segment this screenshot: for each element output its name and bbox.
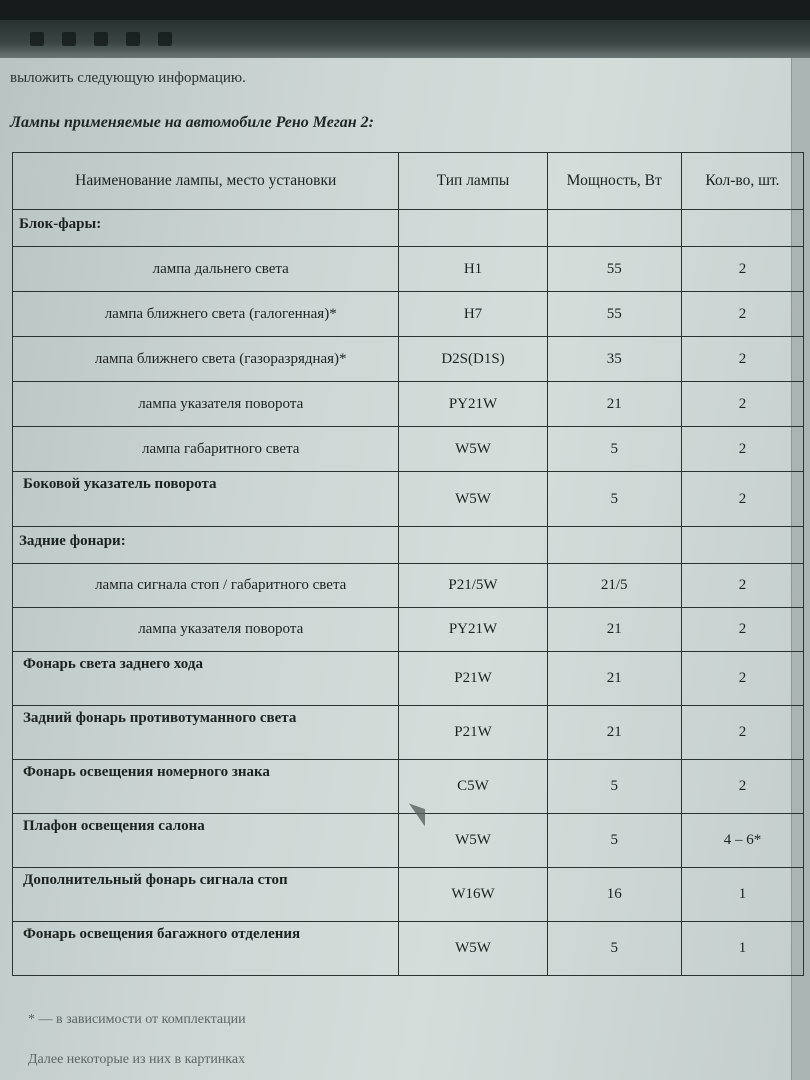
lamp-name: Дополнительный фонарь сигнала стоп [13,868,399,922]
lamp-name: лампа дальнего света [13,247,399,292]
lamp-qty: 4 – 6* [681,814,803,868]
header-name: Наименование лампы, место установки [13,153,399,210]
lamp-qty: 2 [681,292,803,337]
lamp-power: 5 [547,922,681,976]
editor-toolbar [0,20,810,58]
lamp-qty: 2 [681,652,803,706]
table-row [13,652,804,706]
table-row [13,922,804,976]
lamp-qty: 2 [681,760,803,814]
lamp-type: W5W [399,427,547,472]
table-row [13,292,804,337]
group-title-row [13,210,804,247]
lamp-qty: 2 [681,472,803,527]
lamp-type: C5W [399,760,547,814]
lamp-power: 55 [547,292,681,337]
lamp-type: PY21W [399,608,547,652]
image-icon [62,32,76,46]
lamp-qty: 2 [681,564,803,608]
toolbar-button-1[interactable] [30,32,44,46]
toolbar-button-3[interactable] [94,32,108,46]
lamp-power: 5 [547,472,681,527]
table-row [13,706,804,760]
lamp-power: 21 [547,706,681,760]
table-row [13,472,804,527]
table-row [13,814,804,868]
lamp-name: лампа указателя поворота [13,608,399,652]
after-text: Далее некоторые из них в картинках [28,1052,246,1067]
lamp-qty: 2 [681,427,803,472]
lamp-type: P21W [399,706,547,760]
lamp-qty: 2 [681,382,803,427]
lamp-qty: 2 [681,608,803,652]
lamp-name: Боковой указатель поворота [13,472,399,527]
group-title-row [13,527,804,564]
lamp-type: W5W [399,814,547,868]
lamp-qty: 1 [681,922,803,976]
lamp-name: Плафон освещения салона [13,814,399,868]
lamp-type: P21/5W [399,564,547,608]
lamp-power: 21 [547,382,681,427]
page-heading: Лампы применяемые на автомобиле Рено Меган 2: [10,114,374,131]
lamp-name: лампа ближнего света (газоразрядная)* [13,337,399,382]
lamps-table [12,152,804,976]
empty-cell [399,527,547,564]
empty-cell [547,527,681,564]
lamp-name: Фонарь освещения багажного отделения [13,922,399,976]
lamp-name: лампа указателя поворота [13,382,399,427]
table-row [13,382,804,427]
table-row [13,868,804,922]
lamp-power: 21/5 [547,564,681,608]
empty-cell [399,210,547,247]
link-icon [126,32,140,46]
table-header-row [13,153,804,210]
lamp-power: 16 [547,868,681,922]
lamp-type: W5W [399,922,547,976]
lamp-type: H1 [399,247,547,292]
top-bar [0,0,810,22]
table-row [13,337,804,382]
video-icon [94,32,108,46]
header-type: Тип лампы [399,153,547,210]
lamp-type: D2S(D1S) [399,337,547,382]
footnote: * — в зависимости от комплектации [28,1012,246,1027]
lamp-type: P21W [399,652,547,706]
lamp-qty: 1 [681,868,803,922]
lamp-name: Фонарь света заднего хода [13,652,399,706]
lamp-qty: 2 [681,706,803,760]
lamp-power: 55 [547,247,681,292]
header-power: Мощность, Вт [547,153,681,210]
lamp-name: Задний фонарь противотуманного света [13,706,399,760]
settings-icon [158,32,172,46]
table-row [13,564,804,608]
table-row [13,427,804,472]
table-row [13,247,804,292]
toolbar-button-2[interactable] [62,32,76,46]
lamp-name: лампа ближнего света (галогенная)* [13,292,399,337]
lamp-type: H7 [399,292,547,337]
lamp-power: 5 [547,760,681,814]
lamp-qty: 2 [681,337,803,382]
lamp-power: 5 [547,427,681,472]
table-row [13,760,804,814]
lamp-type: PY21W [399,382,547,427]
table-row [13,608,804,652]
group-title: Блок-фары: [13,210,399,247]
empty-cell [547,210,681,247]
lamp-type: W5W [399,472,547,527]
lamp-power: 35 [547,337,681,382]
toolbar-button-4[interactable] [126,32,140,46]
header-qty: Кол-во, шт. [681,153,803,210]
lamp-name: лампа сигнала стоп / габаритного света [13,564,399,608]
toolbar-icon [30,32,44,46]
lamp-type: W16W [399,868,547,922]
intro-text: выложить следующую информацию. [10,70,246,86]
toolbar-button-5[interactable] [158,32,172,46]
lamp-power: 21 [547,608,681,652]
empty-cell [681,527,803,564]
lamp-name: лампа габаритного света [13,427,399,472]
group-title: Задние фонари: [13,527,399,564]
lamp-power: 5 [547,814,681,868]
lamp-power: 21 [547,652,681,706]
empty-cell [681,210,803,247]
lamp-qty: 2 [681,247,803,292]
lamp-name: Фонарь освещения номерного знака [13,760,399,814]
